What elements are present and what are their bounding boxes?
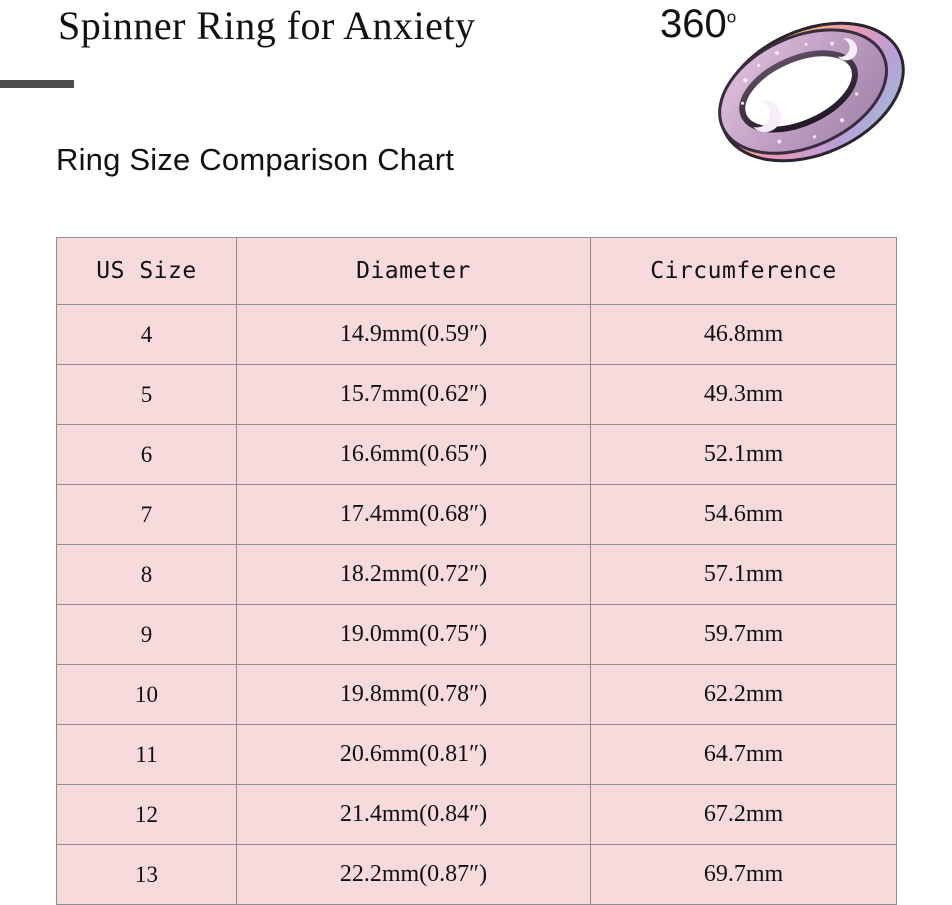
cell-circumference: 64.7mm bbox=[591, 725, 897, 785]
ring-size-chart bbox=[56, 237, 896, 905]
cell-diameter: 21.4mm(0.84″) bbox=[237, 785, 591, 845]
cell-us-size: 10 bbox=[57, 665, 237, 725]
table-row bbox=[57, 845, 897, 905]
cell-diameter: 19.8mm(0.78″) bbox=[237, 665, 591, 725]
cell-circumference: 69.7mm bbox=[591, 845, 897, 905]
table-row bbox=[57, 365, 897, 425]
cell-diameter: 17.4mm(0.68″) bbox=[237, 485, 591, 545]
cell-circumference: 62.2mm bbox=[591, 665, 897, 725]
cell-circumference: 59.7mm bbox=[591, 605, 897, 665]
cell-us-size: 9 bbox=[57, 605, 237, 665]
cell-diameter: 15.7mm(0.62″) bbox=[237, 365, 591, 425]
table-row bbox=[57, 785, 897, 845]
cell-us-size: 12 bbox=[57, 785, 237, 845]
degree-number: 360 bbox=[660, 2, 727, 46]
size-chart-table bbox=[56, 237, 897, 905]
cell-diameter: 18.2mm(0.72″) bbox=[237, 545, 591, 605]
cell-diameter: 20.6mm(0.81″) bbox=[237, 725, 591, 785]
table-row bbox=[57, 485, 897, 545]
table-row bbox=[57, 305, 897, 365]
cell-us-size: 7 bbox=[57, 485, 237, 545]
cell-circumference: 67.2mm bbox=[591, 785, 897, 845]
cell-diameter: 14.9mm(0.59″) bbox=[237, 305, 591, 365]
column-header-us-size: US Size bbox=[57, 238, 237, 305]
table-row bbox=[57, 545, 897, 605]
cell-us-size: 6 bbox=[57, 425, 237, 485]
cell-diameter: 19.0mm(0.75″) bbox=[237, 605, 591, 665]
column-header-circumference: Circumference bbox=[591, 238, 897, 305]
cell-diameter: 22.2mm(0.87″) bbox=[237, 845, 591, 905]
cell-circumference: 46.8mm bbox=[591, 305, 897, 365]
cell-circumference: 54.6mm bbox=[591, 485, 897, 545]
title-underline-rule bbox=[0, 80, 74, 88]
table-row bbox=[57, 605, 897, 665]
table-row bbox=[57, 425, 897, 485]
cell-us-size: 11 bbox=[57, 725, 237, 785]
page-title: Spinner Ring for Anxiety bbox=[58, 3, 476, 48]
spinner-ring-image bbox=[700, 0, 925, 190]
cell-us-size: 5 bbox=[57, 365, 237, 425]
table-header-row bbox=[57, 238, 897, 305]
degree-symbol: o bbox=[726, 7, 737, 27]
cell-us-size: 4 bbox=[57, 305, 237, 365]
cell-us-size: 8 bbox=[57, 545, 237, 605]
cell-circumference: 52.1mm bbox=[591, 425, 897, 485]
table-row bbox=[57, 725, 897, 785]
chart-subtitle: Ring Size Comparison Chart bbox=[56, 142, 455, 177]
table-row bbox=[57, 665, 897, 725]
cell-diameter: 16.6mm(0.65″) bbox=[237, 425, 591, 485]
cell-circumference: 49.3mm bbox=[591, 365, 897, 425]
page-header bbox=[0, 0, 952, 200]
cell-circumference: 57.1mm bbox=[591, 545, 897, 605]
column-header-diameter: Diameter bbox=[237, 238, 591, 305]
cell-us-size: 13 bbox=[57, 845, 237, 905]
